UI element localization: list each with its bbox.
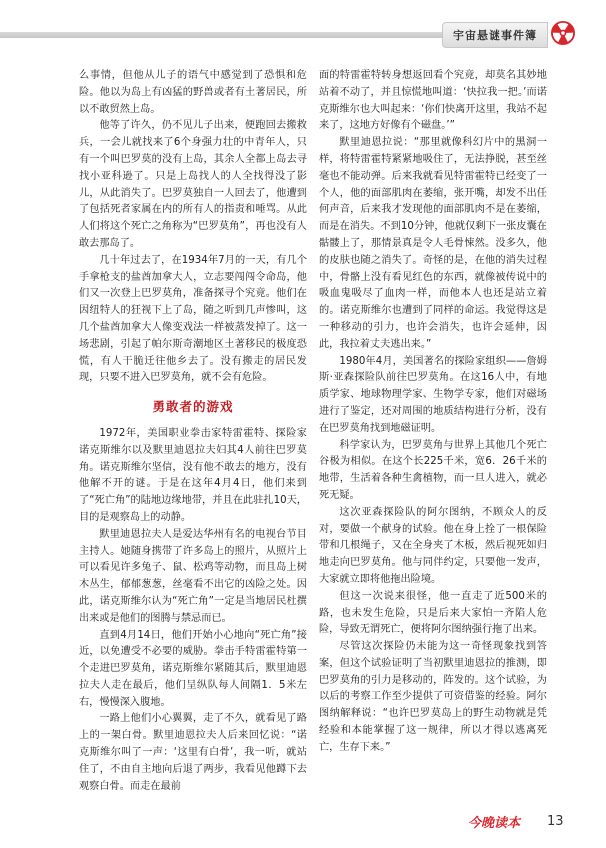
paragraph: 面的特雷霍特转身想返回看个究竟，却莫名其妙地站着不动了，并且惊慌地叫道：‘快拉我一把。’而诺克斯维尔也大叫起来：‘你们快离开这里，我站不起来了，这地方好像有个磁盘。’” [319, 70, 547, 132]
page-footer [0, 810, 606, 840]
left-column [79, 68, 307, 795]
section-tab: 宇宙悬谜事件簿 [442, 22, 548, 48]
paragraph: 几十年过去了，在1934年7月的一天，有几个手拿枪支的盐酋加拿大人，立志要闯闯令命岛，他们又一次登上巴罗莫角，准备探寻个究竟。他们在因纽特人的狂视下上了岛，随之听到几声惨叫，这几个盐酋加拿大人像变戏法一样被蒸发掉了。这一场悲剧，引起了帕尔斯奇潮地区土著移民的极度恐慌，有人干脆迁往他乡去了。没有搬走的居民发现，只要不进入巴罗莫角，就不会有危险。 [79, 254, 307, 384]
paragraph: 一路上他们小心翼翼，走了不久，就看见了路上的一架白骨。默里迪恩拉夫人后来回忆说：“诺克斯维尔叫了一声：‘这里有白骨’，我一听，就站住了，不由自主地向后退了两步，我看见他蹲下去观察白骨。而走在最前 [79, 713, 307, 792]
paragraph: 么事情，但他从儿子的语气中感觉到了恐惧和危险。他以为岛上有凶猛的野兽或者有土著居民，所以不敢贸然上岛。 [79, 70, 307, 115]
paragraph: 1980年4月，美国著名的探险家组织——詹姆斯·亚森探险队前往巴罗莫角。在这16人中，有地质学家、地球物理学家、生物学专家，他们对磁场进行了鉴定，还对周围的地质结构进行分析，没有在巴罗莫角找到地磁证明。 [319, 355, 547, 434]
right-column [319, 68, 547, 757]
paragraph: 这次亚森探险队的阿尔图纳，不顾众人的反对，要做一个献身的试验。他在身上拴了一根保险带和几根绳子，又在全身夹了木板，然后视死如归地走向巴罗莫角。他与同伴约定，只要他一发声，大家就立即将他拖出险境。 [319, 506, 547, 585]
paragraph: 他等了许久，仍不见儿子出来，便跑回去搬救兵，一会儿就找来了6个身强力壮的中青年人，只有一个叫巴罗莫的没有上岛，其余人全都上岛去寻找小亚科逊了。只是上岛找人的人全找得没了影儿，从此消失了。巴罗莫独自一人回去了，他遭到了包括死者家属在内的所有人的指责和唾骂。从此人们将这个死亡之角称为“巴罗莫角”，再也没有人敢去那岛了。 [79, 120, 307, 249]
page-header [0, 22, 606, 48]
page-number: 13 [547, 814, 564, 829]
paragraph: 默里迪恩拉说：“那里就像科幻片中的黑洞一样，将特雷霍特紧紧地吸住了，无法挣脱，甚至丝毫也不能动弹。后来我就看见特雷霍特已经变了一个人，他的面部肌肉在萎缩，张开嘴，却发不出任何声音，后来我才发现他的面部肌肉不是在萎缩，而是在消失。不到10分钟，他就仅剩下一张皮囊在骷髅上了，那情景真是令人毛骨悚然。没多久，他的皮肤也随之消失了。奇怪的是，在他的消失过程中，骨骼上没有看见红色的东西，就像被传说中的吸血鬼吸尽了血肉一样，而他本人也还是站立着的。诺克斯维尔也遭到了同样的命运。我觉得这是一种移动的引力，也许会消失，也许会延伸，因此，我拉着丈夫逃出来。” [319, 137, 547, 350]
paragraph: 直到4月14日，他们开始小心地向“死亡角”接近，以免遭受不必要的威胁。拳击手特雷霍特第一个走进巴罗莫角，诺克斯维尔紧随其后，默里迪恩拉夫人走在最后，他们呈纵队每人间隔1．5米左右，慢慢深入腹地。 [79, 629, 307, 708]
paragraph: 科学家认为，巴罗莫角与世界上其他几个死亡谷极为相似。在这个长225千米，宽6．26千米的地带，生活着各种生禽植物，而一旦人进入，就必死无疑。 [319, 439, 547, 501]
paragraph: 尽管这次探险仍未能为这一奇怪现象找到答案，但这个试验证明了当初默里迪恩拉的推测，即巴罗莫角的引力是移动的，阵发的。这个试验，为以后的考察工作至少提供了可资借鉴的经验。阿尔图纳解释说：“也许巴罗莫岛上的野生动物就是凭经验和本能掌握了这一规律，所以才得以逃离死亡，生存下来。” [319, 641, 547, 753]
magazine-logo: 今晚读本 [468, 816, 521, 831]
section-heading: 勇敢者的游戏 [152, 399, 234, 415]
paragraph: 1972年，美国职业拳击家特雷霍特、探险家诺克斯维尔以及默里迪恩拉夫妇其4人前往巴罗莫角。诺克斯维尔坚信，没有他不敢去的地方，没有他解不开的谜。于是在这年4月4日，他们来到了“死亡角”的陆地边缘地带，并且在此驻扎10天，目的是观察岛上的动静。 [79, 427, 307, 523]
radiation-icon [550, 20, 576, 46]
paragraph: 默里迪恩拉夫人是爱达华州有名的电视台节目主持人。她随身携带了许多岛上的照片，从照片上可以看见许多兔子、鼠、松鸡等动物，而且岛上树木丛生，郁郁葱葱，丝毫看不出它的凶险之处。因此，诺克斯维尔认为“死亡角”一定是当地居民杜撰出来或是他们的图腾与禁忌而已。 [79, 528, 307, 624]
paragraph: 但这一次说来很怪，他一直走了近500米的路，也未发生危险，只是后来大家怕一齐陷人危险，导致无谓死亡，便将阿尔图纳强行拖了出来。 [319, 590, 547, 636]
